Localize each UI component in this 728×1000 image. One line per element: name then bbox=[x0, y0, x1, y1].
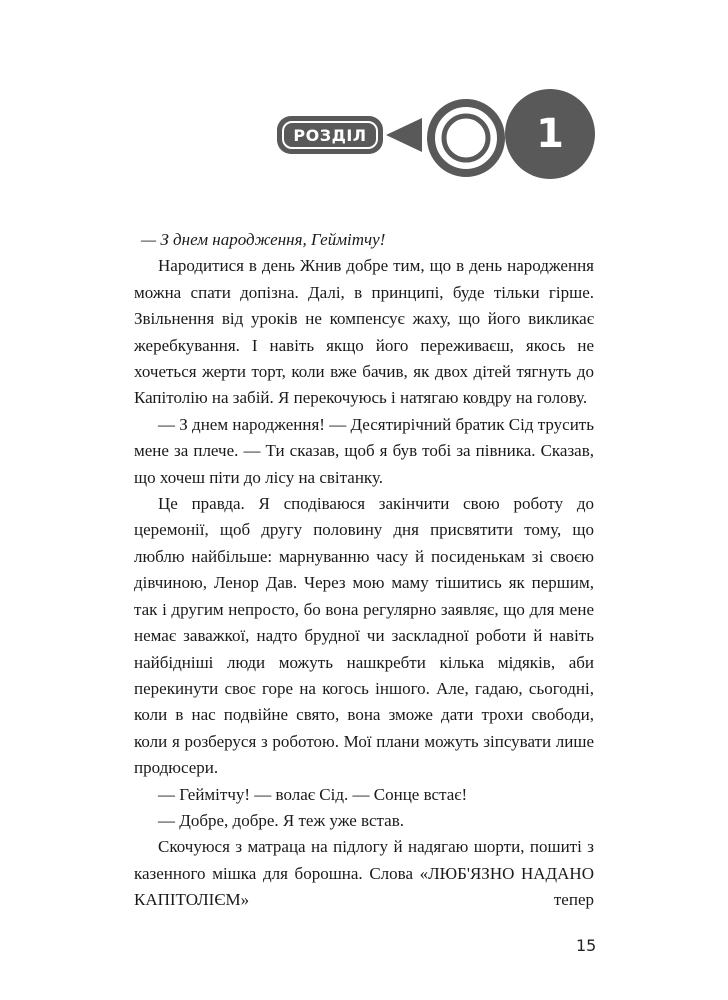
paragraph: Це правда. Я сподіваюся закінчити свою роботу до церемонії, щоб другу половину дня присвятити тому, що люблю найбільше: марнуванню часу й посиденькам зі своєю дівчиною, Ленор Дав. Через мою маму тішитись як першим, так і другим непросто, бо вона регулярно заявляє, що для мене немає заважкої, надто брудної чи заскладної роботи й навіть найбідніші люди можуть нашкребти кілька мідяків, аби перекинути своє горе на когось іншого. Але, гадаю, сьогодні, коли в нас подвійне свято, вона зможе дати трохи свободи, коли я розберуся з роботою. Мої плани можуть зіпсувати лише продюсери. bbox=[134, 494, 594, 778]
paragraph: — Добре, добре. Я теж уже встав. bbox=[158, 810, 404, 830]
chapter-arrow-icon bbox=[386, 118, 422, 152]
paragraph: Народитися в день Жнив добре тим, що в день народження можна спати допізна. Далі, в принципі, буде тільки гірше. Звільнення від уроків не компенсує жаху, що його викликає жеребкування. І навіть якщо його переживаєш, якось не хочеться жерти торт, коли вже бачив, як двох дітей тягнуть до Капітолію на забій. Я перекочуюсь і натягаю ковдру на голову. bbox=[134, 256, 594, 408]
body-text bbox=[134, 227, 594, 914]
chapter-number: 1 bbox=[505, 89, 595, 179]
page-number: 15 bbox=[576, 936, 597, 955]
concentric-rings-icon bbox=[426, 98, 506, 178]
chapter-label: РОЗДІЛ bbox=[282, 121, 378, 149]
paragraph: — З днем народження, Геймітчу! bbox=[141, 230, 386, 249]
chapter-label-badge bbox=[277, 116, 383, 154]
paragraph: — З днем народження! — Десятирічний братик Сід трусить мене за плече. — Ти сказав, щоб я був тобі за півника. Сказав, що хочеш піти до лісу на світанку. bbox=[134, 414, 594, 487]
chapter-header bbox=[0, 0, 728, 220]
paragraph: — Геймітчу! — волає Сід. — Сонце встає! bbox=[158, 784, 468, 804]
paragraph: Скочуюся з матраца на підлогу й надягаю шорти, пошиті з казенного мішка для борошна. Слова «ЛЮБ'ЯЗНО НАДАНО КАПІТОЛІЄМ» тепер bbox=[134, 837, 594, 910]
